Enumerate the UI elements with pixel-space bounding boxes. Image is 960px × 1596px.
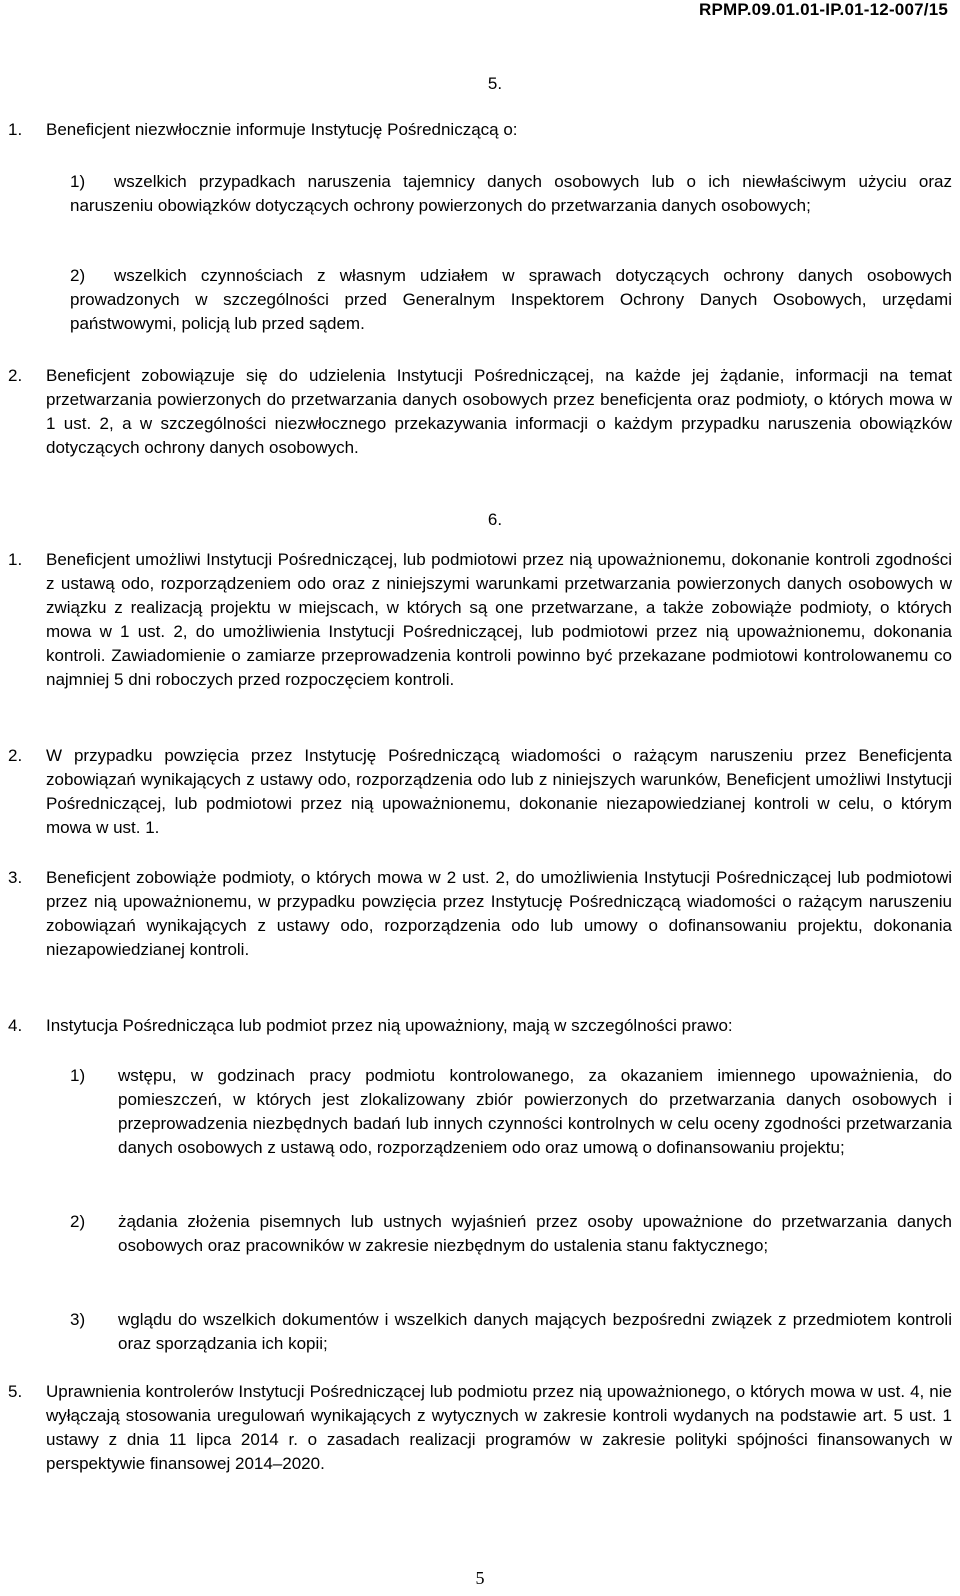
item-number: 3) bbox=[70, 1310, 86, 1329]
item-number: 1) bbox=[70, 1066, 86, 1085]
item-text: wszelkich przypadkach naruszenia tajemnicy danych osobowych lub o ich niewłaściwym użyciu oraz naruszeniu obowiązków dotyczących ochrony powierzonych do przetwarzania danych osobowych; bbox=[70, 172, 952, 215]
paragraph-text: Beneficjent umożliwi Instytucji Pośredniczącej, lub podmiotowi przez nią upoważnionemu, dokonanie kontroli zgodności z ustawą odo, rozporządzeniem odo oraz z niniejszymi warunkami przetwarzania powierzonych danych osobowych w związku z realizacją projektu w miejscach, w których są one przetwarzane, a także zobowiąże podmioty, o których mowa w 1 ust. 2, do umożliwienia Instytucji Pośredniczącej, lub podmiotowi przez nią upoważnionemu, dokonania kontroli. Zawiadomienie o zamiarze przeprowadzenia kontroli powinno być przekazane podmiotowi kontrolowanemu co najmniej 5 dni roboczych przed rozpoczęciem kontroli. bbox=[46, 550, 952, 689]
item-number: 2) bbox=[70, 1212, 86, 1231]
s6-paragraph-5 bbox=[8, 1380, 952, 1476]
paragraph-number: 2. bbox=[8, 746, 23, 765]
paragraph-text: Uprawnienia kontrolerów Instytucji Pośredniczącej lub podmiotu przez nią upoważnionego, o których mowa w ust. 4, nie wyłączają stosowania uregulowań wynikających z wytycznych w zakresie kontroli wydanych na podstawie art. 5 ust. 1 ustawy z dnia 11 lipca 2014 r. o zasadach realizacji programów w zakresie polityki spójności finansowanych w perspektywie finansowej 2014–2020. bbox=[46, 1382, 952, 1473]
section-mark-5: 5. bbox=[487, 74, 503, 93]
paragraph-text: W przypadku powzięcia przez Instytucję Pośredniczącą wiadomości o rażącym naruszeniu przez Beneficjenta zobowiązań wynikających z ustawy odo, rozporządzenia odo lub z niniejszych warunków, Beneficjent umożliwi Instytucji Pośredniczącej, lub podmiotowi przez nią upoważnionemu, dokonanie niezapowiedzianej kontroli w celu, o którym mowa w ust. 1. bbox=[46, 746, 952, 837]
paragraph-text: Instytucja Pośrednicząca lub podmiot przez nią upoważniony, mają w szczególności prawo: bbox=[46, 1016, 733, 1035]
paragraph-number: 2. bbox=[8, 366, 23, 385]
item-number: 1) bbox=[70, 172, 86, 191]
item-text: wglądu do wszelkich dokumentów i wszelkich danych mających bezpośredni związek z przedmiotem kontroli oraz sporządzania ich kopii; bbox=[118, 1310, 952, 1353]
s5-p1-item-1 bbox=[70, 170, 952, 218]
paragraph-text: Beneficjent niezwłocznie informuje Instytucję Pośredniczącą o: bbox=[46, 120, 518, 139]
s5-p1-item-2 bbox=[70, 264, 952, 336]
s6-paragraph-4 bbox=[8, 1014, 952, 1038]
paragraph-number: 1. bbox=[8, 550, 23, 569]
paragraph-number: 1. bbox=[8, 120, 23, 139]
s5-paragraph-2 bbox=[8, 364, 952, 460]
page-number: 5 bbox=[475, 1568, 485, 1588]
s6-p4-item-2 bbox=[70, 1210, 952, 1258]
s6-paragraph-3 bbox=[8, 866, 952, 962]
s6-paragraph-2 bbox=[8, 744, 952, 840]
item-number: 2) bbox=[70, 266, 86, 285]
paragraph-text: Beneficjent zobowiązuje się do udzielenia Instytucji Pośredniczącej, na każde jej żądanie, informacji na temat przetwarzania powierzonych do przetwarzania danych osobowych przez beneficjenta oraz podmioty, o których mowa w 1 ust. 2, a w szczególności niezwłocznego przekazywania informacji o każdym przypadku naruszenia obowiązków dotyczących ochrony danych osobowych. bbox=[46, 366, 952, 457]
paragraph-number: 4. bbox=[8, 1016, 23, 1035]
document-code: RPMP.09.01.01-IP.01-12-007/15 bbox=[698, 0, 948, 19]
s6-paragraph-1 bbox=[8, 548, 952, 692]
s5-paragraph-1 bbox=[8, 118, 952, 142]
s6-p4-item-3 bbox=[70, 1308, 952, 1356]
paragraph-number: 3. bbox=[8, 868, 23, 887]
section-mark-6: 6. bbox=[487, 510, 503, 529]
item-text: żądania złożenia pisemnych lub ustnych wyjaśnień przez osoby upoważnione do przetwarzania danych osobowych oraz pracowników w zakresie niezbędnym do ustalenia stanu faktycznego; bbox=[118, 1212, 952, 1255]
s6-p4-item-1 bbox=[70, 1064, 952, 1160]
item-text: wszelkich czynnościach z własnym udziałem w sprawach dotyczących ochrony danych osobowych prowadzonych w szczególności przed Generalnym Inspektorem Ochrony Danych Osobowych, urzędami państwowymi, policją lub przed sądem. bbox=[70, 266, 952, 333]
item-text: wstępu, w godzinach pracy podmiotu kontrolowanego, za okazaniem imiennego upoważnienia, do pomieszczeń, w których jest zlokalizowany zbiór powierzonych do przetwarzania danych osobowych i przeprowadzenia niezbędnych badań lub innych czynności kontrolnych w celu oceny zgodności przetwarzania danych osobowych z ustawą odo, rozporządzeniem odo oraz umową o dofinansowaniu projektu; bbox=[118, 1066, 952, 1157]
paragraph-number: 5. bbox=[8, 1382, 23, 1401]
paragraph-text: Beneficjent zobowiąże podmioty, o których mowa w 2 ust. 2, do umożliwienia Instytucji Pośredniczącej lub podmiotowi przez nią upoważnionemu, w przypadku powzięcia przez Instytucję Pośredniczącą wiadomości o rażącym naruszeniu zobowiązań wynikających z ustawy odo, rozporządzenia odo lub umowy o dofinansowaniu projektu, dokonania niezapowiedzianej kontroli. bbox=[46, 868, 952, 959]
